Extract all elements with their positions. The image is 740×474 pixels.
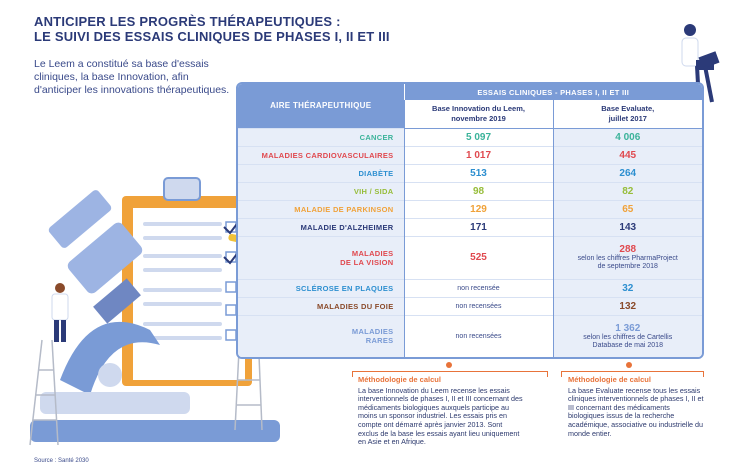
group-header: ESSAIS CLINIQUES - PHASES I, II ET III: [404, 84, 702, 100]
table-row: [238, 164, 702, 182]
title-line-2: LE SUIVI DES ESSAIS CLINIQUES DE PHASES I, II ET III: [34, 29, 390, 44]
intro-text: Le Leem a constitué sa base d'essais cliniques, la base Innovation, afin d'anticiper les innovations thérapeutiques.: [34, 58, 230, 96]
innovation-value: non recensées: [404, 297, 553, 315]
innovation-value: 513: [404, 164, 553, 182]
therapeutic-area: MALADIES DE LA VISION: [238, 237, 404, 279]
methodology-title: Méthodologie de calcul: [358, 375, 441, 384]
method2-connector: [626, 362, 632, 368]
methodology-text: La base Evaluate recense tous les essais cliniques interventionnels de phases I, II et III concernant des médicaments biologiques issus de la recherche académique, associative ou industrielle du monde entier.: [568, 385, 704, 438]
innovation-value: 5 097: [404, 128, 553, 146]
innovation-value: 171: [404, 219, 553, 237]
therapeutic-area: MALADIES DU FOIE: [238, 297, 404, 315]
area-header: AIRE THÉRAPEUTHIQUE: [238, 84, 404, 128]
col1-header: Base Innovation du Leem, novembre 2019: [404, 100, 553, 128]
therapeutic-area: SCLÉROSE EN PLAQUES: [238, 279, 404, 297]
evaluate-value: 264: [553, 164, 702, 182]
innovation-value: 1 017: [404, 146, 553, 164]
researcher-left-icon: [52, 283, 68, 342]
evaluate-value: 32: [553, 279, 702, 297]
method1-connector: [446, 362, 452, 368]
table-row: [238, 315, 702, 357]
innovation-value: 129: [404, 201, 553, 219]
title-line-1: ANTICIPER LES PROGRÈS THÉRAPEUTIQUES :: [34, 14, 341, 29]
table-row: [238, 237, 702, 279]
therapeutic-area: CANCER: [238, 128, 404, 146]
innovation-value: 525: [404, 237, 553, 279]
innovation-value: non recensées: [404, 315, 553, 357]
methodology-evaluate: [568, 376, 708, 438]
table-row: [238, 182, 702, 200]
therapeutic-area: MALADIES RARES: [238, 315, 404, 357]
evaluate-value: 4 006: [553, 128, 702, 146]
col2-header: Base Evaluate, juillet 2017: [553, 100, 702, 128]
clipboard-icon: [122, 178, 252, 386]
table-row: [238, 201, 702, 219]
innovation-value: 98: [404, 182, 553, 200]
table-row: [238, 279, 702, 297]
innovation-value: non recensée: [404, 279, 553, 297]
methodology-text: La base Innovation du Leem recense les essais interventionnels de phases I, II et III concernant des médicaments biologiques auxquels participe au moins un sponsor industriel. Les essais pris en compte ont démarré après janvier 2013. Sont exclus de la base les essais ayant lieu uniquement en Asie et en Afrique.: [358, 385, 523, 447]
table-row: [238, 146, 702, 164]
ladder-icon: [30, 330, 262, 445]
evaluate-value: 1 362 selon les chiffres de Cartellis Database de mai 2018: [553, 315, 702, 357]
table-row: [238, 297, 702, 315]
therapeutic-area: MALADIE DE PARKINSON: [238, 201, 404, 219]
evaluate-value: 132: [553, 297, 702, 315]
table-row: [238, 128, 702, 146]
therapeutic-area: DIABÈTE: [238, 164, 404, 182]
therapeutic-area: MALADIE D'ALZHEIMER: [238, 219, 404, 237]
clinical-trials-table: [236, 82, 704, 359]
evaluate-value: 143: [553, 219, 702, 237]
evaluate-value: 288 selon les chiffres PharmaProject de septembre 2018: [553, 237, 702, 279]
therapeutic-area: MALADIES CARDIOVASCULAIRES: [238, 146, 404, 164]
methodology-title: Méthodologie de calcul: [568, 375, 651, 384]
table-row: [238, 219, 702, 237]
methodology-innovation: [358, 376, 524, 447]
evaluate-value: 65: [553, 201, 702, 219]
evaluate-value: 445: [553, 146, 702, 164]
therapeutic-area: VIH / SIDA: [238, 182, 404, 200]
evaluate-value: 82: [553, 182, 702, 200]
page-title: [34, 14, 390, 44]
source-note: Source : Santé 2030: [34, 458, 89, 464]
